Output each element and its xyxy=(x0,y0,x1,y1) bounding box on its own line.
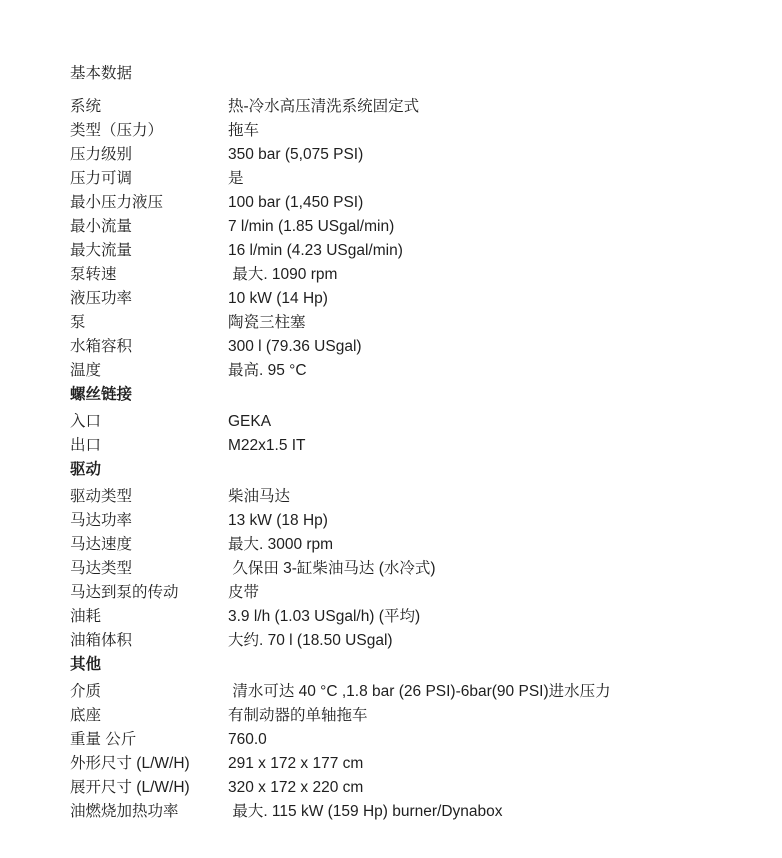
spec-row xyxy=(70,263,750,287)
spec-value: 大约. 70 l (18.50 USgal) xyxy=(228,632,393,649)
spec-label: 驱动类型 xyxy=(70,488,133,505)
section-heading: 驱动 xyxy=(70,461,102,478)
spec-label: 泵转速 xyxy=(70,266,117,283)
spec-label: 最小压力液压 xyxy=(70,194,164,211)
spec-value: 7 l/min (1.85 USgal/min) xyxy=(228,218,395,235)
spec-row xyxy=(70,680,750,704)
spec-row xyxy=(70,434,750,458)
spec-row xyxy=(70,287,750,311)
spec-label: 油燃烧加热功率 xyxy=(70,803,179,820)
spec-row xyxy=(70,167,750,191)
spec-row xyxy=(70,704,750,728)
spec-row xyxy=(70,335,750,359)
spec-label: 油箱体积 xyxy=(70,632,133,649)
spec-label: 出口 xyxy=(70,437,102,454)
spec-value: 最大. 1090 rpm xyxy=(228,266,338,283)
section-heading: 基本数据 xyxy=(70,65,133,82)
spec-row xyxy=(70,143,750,167)
spec-row xyxy=(70,605,750,629)
spec-row xyxy=(70,191,750,215)
section-heading: 其他 xyxy=(70,656,102,673)
spec-row xyxy=(70,776,750,800)
spec-label: 最小流量 xyxy=(70,218,133,235)
spec-label: 水箱容积 xyxy=(70,338,133,355)
spec-row xyxy=(70,215,750,239)
spec-value: 有制动器的单轴拖车 xyxy=(228,707,368,724)
spec-value: 最高. 95 °C xyxy=(228,362,307,379)
spec-sheet xyxy=(70,62,750,824)
spec-row xyxy=(70,311,750,335)
spec-label: 外形尺寸 (L/W/H) xyxy=(70,755,190,772)
spec-value: 是 xyxy=(228,170,244,187)
spec-row xyxy=(70,728,750,752)
section-heading: 螺丝链接 xyxy=(70,386,133,403)
spec-row xyxy=(70,410,750,434)
spec-value: 清水可达 40 °C ,1.8 bar (26 PSI)-6bar(90 PSI)进水压力 xyxy=(228,683,611,700)
spec-row xyxy=(70,800,750,824)
spec-row xyxy=(70,239,750,263)
spec-label: 温度 xyxy=(70,362,102,379)
spec-value: 热-冷水高压清洗系统固定式 xyxy=(228,98,420,115)
spec-label: 入口 xyxy=(70,413,102,430)
spec-row xyxy=(70,533,750,557)
spec-row xyxy=(70,752,750,776)
spec-label: 马达类型 xyxy=(70,560,133,577)
spec-value: 291 x 172 x 177 cm xyxy=(228,755,364,772)
spec-row xyxy=(70,629,750,653)
spec-value: 100 bar (1,450 PSI) xyxy=(228,194,364,211)
spec-value: 13 kW (18 Hp) xyxy=(228,512,328,529)
spec-value: 3.9 l/h (1.03 USgal/h) (平均) xyxy=(228,608,421,625)
spec-value: 320 x 172 x 220 cm xyxy=(228,779,364,796)
spec-label: 液压功率 xyxy=(70,290,133,307)
spec-value: 10 kW (14 Hp) xyxy=(228,290,328,307)
spec-value: M22x1.5 IT xyxy=(228,437,306,454)
spec-label: 油耗 xyxy=(70,608,102,625)
spec-label: 介质 xyxy=(70,683,102,700)
spec-row xyxy=(70,509,750,533)
spec-value: 16 l/min (4.23 USgal/min) xyxy=(228,242,403,259)
spec-value: 300 l (79.36 USgal) xyxy=(228,338,362,355)
spec-row xyxy=(70,359,750,383)
spec-label: 压力可调 xyxy=(70,170,133,187)
spec-value: GEKA xyxy=(228,413,272,430)
spec-label: 泵 xyxy=(70,314,86,331)
spec-label: 重量 公斤 xyxy=(70,731,137,748)
spec-label: 最大流量 xyxy=(70,242,133,259)
spec-value: 最大. 115 kW (159 Hp) burner/Dynabox xyxy=(228,803,503,820)
spec-row xyxy=(70,119,750,143)
spec-value: 柴油马达 xyxy=(228,488,291,505)
spec-label: 马达功率 xyxy=(70,512,133,529)
spec-value: 最大. 3000 rpm xyxy=(228,536,334,553)
spec-label: 展开尺寸 (L/W/H) xyxy=(70,779,190,796)
spec-label: 压力级别 xyxy=(70,146,133,163)
spec-value: 760.0 xyxy=(228,731,267,748)
spec-label: 底座 xyxy=(70,707,102,724)
spec-row xyxy=(70,581,750,605)
spec-label: 类型（压力） xyxy=(70,122,164,139)
spec-label: 马达速度 xyxy=(70,536,133,553)
spec-label: 系统 xyxy=(70,98,102,115)
spec-row xyxy=(70,485,750,509)
spec-value: 陶瓷三柱塞 xyxy=(228,314,306,331)
spec-value: 拖车 xyxy=(228,122,260,139)
spec-value: 久保田 3-缸柴油马达 (水冷式) xyxy=(228,560,436,577)
spec-value: 350 bar (5,075 PSI) xyxy=(228,146,364,163)
spec-row xyxy=(70,95,750,119)
spec-row xyxy=(70,557,750,581)
spec-value: 皮带 xyxy=(228,584,260,601)
spec-label: 马达到泵的传动 xyxy=(70,584,179,601)
